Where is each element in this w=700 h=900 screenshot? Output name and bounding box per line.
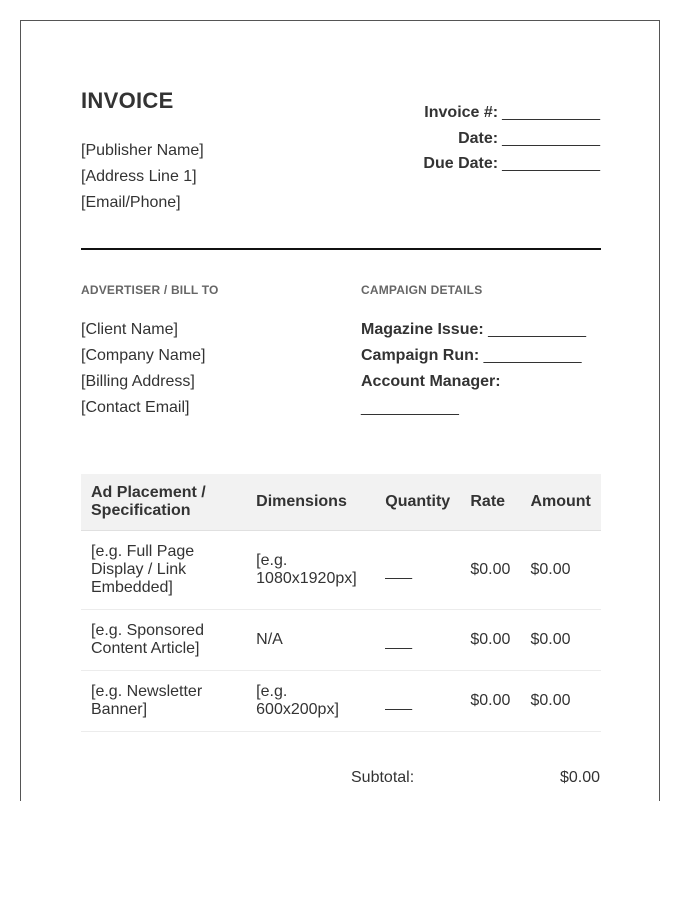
header-dimensions: Dimensions bbox=[246, 474, 375, 531]
cell-dimensions: N/A bbox=[246, 610, 375, 671]
campaign-block bbox=[361, 317, 601, 421]
publisher-block bbox=[81, 138, 204, 216]
table-row bbox=[81, 531, 601, 610]
table-row bbox=[81, 610, 601, 671]
cell-amount: $0.00 bbox=[520, 610, 601, 671]
cell-dimensions: [e.g. 600x200px] bbox=[246, 671, 375, 732]
header-amount: Amount bbox=[520, 474, 601, 531]
table-row bbox=[81, 671, 601, 732]
subtotal-value: $0.00 bbox=[559, 769, 600, 786]
campaign-run-label: Campaign Run: bbox=[361, 347, 480, 364]
magazine-issue-value: ___________ bbox=[488, 321, 587, 338]
cell-quantity: ___ bbox=[375, 531, 460, 610]
bill-to-block bbox=[81, 317, 206, 421]
account-manager-value: ___________ bbox=[361, 399, 459, 416]
client-name: [Client Name] bbox=[81, 321, 178, 338]
campaign-run-row bbox=[361, 343, 601, 369]
cell-rate: $0.00 bbox=[460, 531, 520, 610]
bill-to-heading: ADVERTISER / BILL TO bbox=[81, 283, 219, 297]
due-date-row bbox=[423, 151, 600, 177]
header-divider bbox=[81, 248, 601, 250]
cell-placement: [e.g. Full Page Display / Link Embedded] bbox=[81, 531, 246, 610]
invoice-title: INVOICE bbox=[81, 88, 174, 113]
invoice-sheet bbox=[20, 20, 660, 801]
campaign-run-value: ___________ bbox=[483, 347, 582, 364]
header-placement: Ad Placement / Specification bbox=[81, 474, 246, 531]
publisher-address: [Address Line 1] bbox=[81, 168, 197, 185]
header-quantity: Quantity bbox=[375, 474, 460, 531]
cell-amount: $0.00 bbox=[520, 671, 601, 732]
header-rate: Rate bbox=[460, 474, 520, 531]
account-manager-row bbox=[361, 369, 601, 421]
due-date-label: Due Date: bbox=[423, 155, 499, 172]
cell-dimensions: [e.g. 1080x1920px] bbox=[246, 531, 375, 610]
cell-rate: $0.00 bbox=[460, 671, 520, 732]
subtotal-label: Subtotal: bbox=[351, 769, 415, 786]
due-date-value: ___________ bbox=[502, 155, 600, 172]
invoice-meta bbox=[423, 100, 600, 177]
company-name: [Company Name] bbox=[81, 347, 206, 364]
publisher-name: [Publisher Name] bbox=[81, 142, 204, 159]
invoice-date-label: Date: bbox=[458, 129, 499, 147]
magazine-issue-label: Magazine Issue: bbox=[361, 321, 484, 338]
cell-quantity: ___ bbox=[375, 671, 460, 732]
cell-placement: [e.g. Sponsored Content Article] bbox=[81, 610, 246, 671]
invoice-date-row bbox=[423, 126, 600, 152]
cell-placement: [e.g. Newsletter Banner] bbox=[81, 671, 246, 732]
invoice-date-value: ___________ bbox=[502, 129, 600, 147]
invoice-number-value: ___________ bbox=[502, 104, 600, 121]
contact-email: [Contact Email] bbox=[81, 399, 190, 416]
invoice-number-row bbox=[423, 100, 600, 126]
table-header-row bbox=[81, 474, 601, 531]
line-items-table bbox=[81, 474, 601, 732]
campaign-heading: CAMPAIGN DETAILS bbox=[361, 283, 483, 297]
account-manager-label: Account Manager: bbox=[361, 373, 501, 390]
magazine-issue-row bbox=[361, 317, 601, 343]
publisher-contact: [Email/Phone] bbox=[81, 194, 181, 211]
cell-amount: $0.00 bbox=[520, 531, 601, 610]
billing-address: [Billing Address] bbox=[81, 373, 195, 390]
cell-rate: $0.00 bbox=[460, 610, 520, 671]
cell-quantity: ___ bbox=[375, 610, 460, 671]
invoice-number-label: Invoice #: bbox=[424, 104, 499, 121]
